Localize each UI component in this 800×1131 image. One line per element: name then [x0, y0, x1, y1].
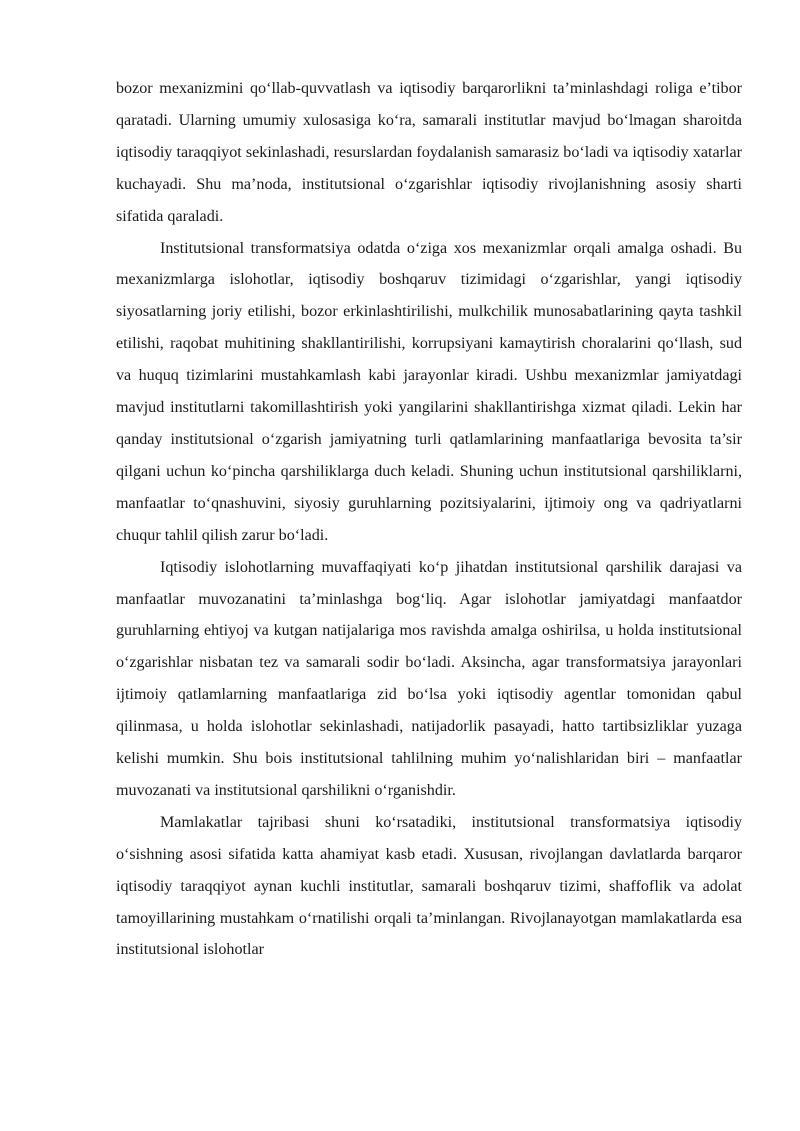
- document-page: [116, 73, 742, 966]
- paragraph-1: bozor mexanizmini qo‘llab-quvvatlash va iqtisodiy barqarorlikni ta’minlashdagi roliga e’tibor qaratadi. Ularning umumiy xulosasiga ko‘ra, samarali institutlar mavjud bo‘lmagan sharoitda iqtisodiy taraqqiyot sekinlashadi, resurslardan foydalanish samarasiz bo‘ladi va iqtisodiy xatarlar kuchayadi. Shu ma’noda, institutsional o‘zgarishlar iqtisodiy rivojlanishning asosiy sharti sifatida qaraladi.: [116, 80, 742, 225]
- paragraph-2: Institutsional transformatsiya odatda o‘ziga xos mexanizmlar orqali amalga oshadi. Bu mexanizmlarga islohotlar, iqtisodiy boshqaruv tizimidagi o‘zgarishlar, yangi iqtisodiy siyosatlarning joriy etilishi, bozor erkinlashtirilishi, mulkchilik munosabatlarining qayta tashkil etilishi, raqobat muhitining shakllantirilishi, korrupsiyani kamaytirish choralarini qo‘llash, sud va huquq tizimlarini mustahkamlash kabi jarayonlar kiradi. Ushbu mexanizmlar jamiyatdagi mavjud institutlarni takomillashtirish yoki yangilarini shakllantirishga xizmat qiladi. Lekin har qanday institutsional o‘zgarish jamiyatning turli qatlamlarining manfaatlariga bevosita ta’sir qilgani uchun ko‘pincha qarshiliklarga duch keladi. Shuning uchun institutsional qarshiliklarni, manfaatlar to‘qnashuvini, siyosiy guruhlarning pozitsiyalarini, ijtimoiy ong va qadriyatlarni chuqur tahlil qilish zarur bo‘ladi.: [116, 239, 742, 544]
- paragraph-4: Mamlakatlar tajribasi shuni ko‘rsatadiki, institutsional transformatsiya iqtisodiy o‘sishning asosi sifatida katta ahamiyat kasb etadi. Xususan, rivojlangan davlatlarda barqaror iqtisodiy taraqqiyot aynan kuchli institutlar, samarali boshqaruv tizimi, shaffoflik va adolat tamoyillarining mustahkam o‘rnatilishi orqali ta’minlangan. Rivojlanayotgan mamlakatlarda esa institutsional islohotlar: [116, 813, 742, 959]
- paragraph-3: Iqtisodiy islohotlarning muvaffaqiyati ko‘p jihatdan institutsional qarshilik darajasi va manfaatlar muvozanatini ta’minlashga bog‘liq. Agar islohotlar jamiyatdagi manfaatdor guruhlarning ehtiyoj va kutgan natijalariga mos ravishda amalga oshirilsa, u holda institutsional o‘zgarishlar nisbatan tez va samarali sodir bo‘ladi. Aksincha, agar transformatsiya jarayonlari ijtimoiy qatlamlarning manfaatlariga zid bo‘lsa yoki iqtisodiy agentlar tomonidan qabul qilinmasa, u holda islohotlar sekinlashadi, natijadorlik pasayadi, hatto tartibsizliklar yuzaga kelishi mumkin. Shu bois institutsional tahlilning muhim yo‘nalishlaridan biri – manfaatlar muvozanati va institutsional qarshilikni o‘rganishdir.: [116, 558, 742, 799]
